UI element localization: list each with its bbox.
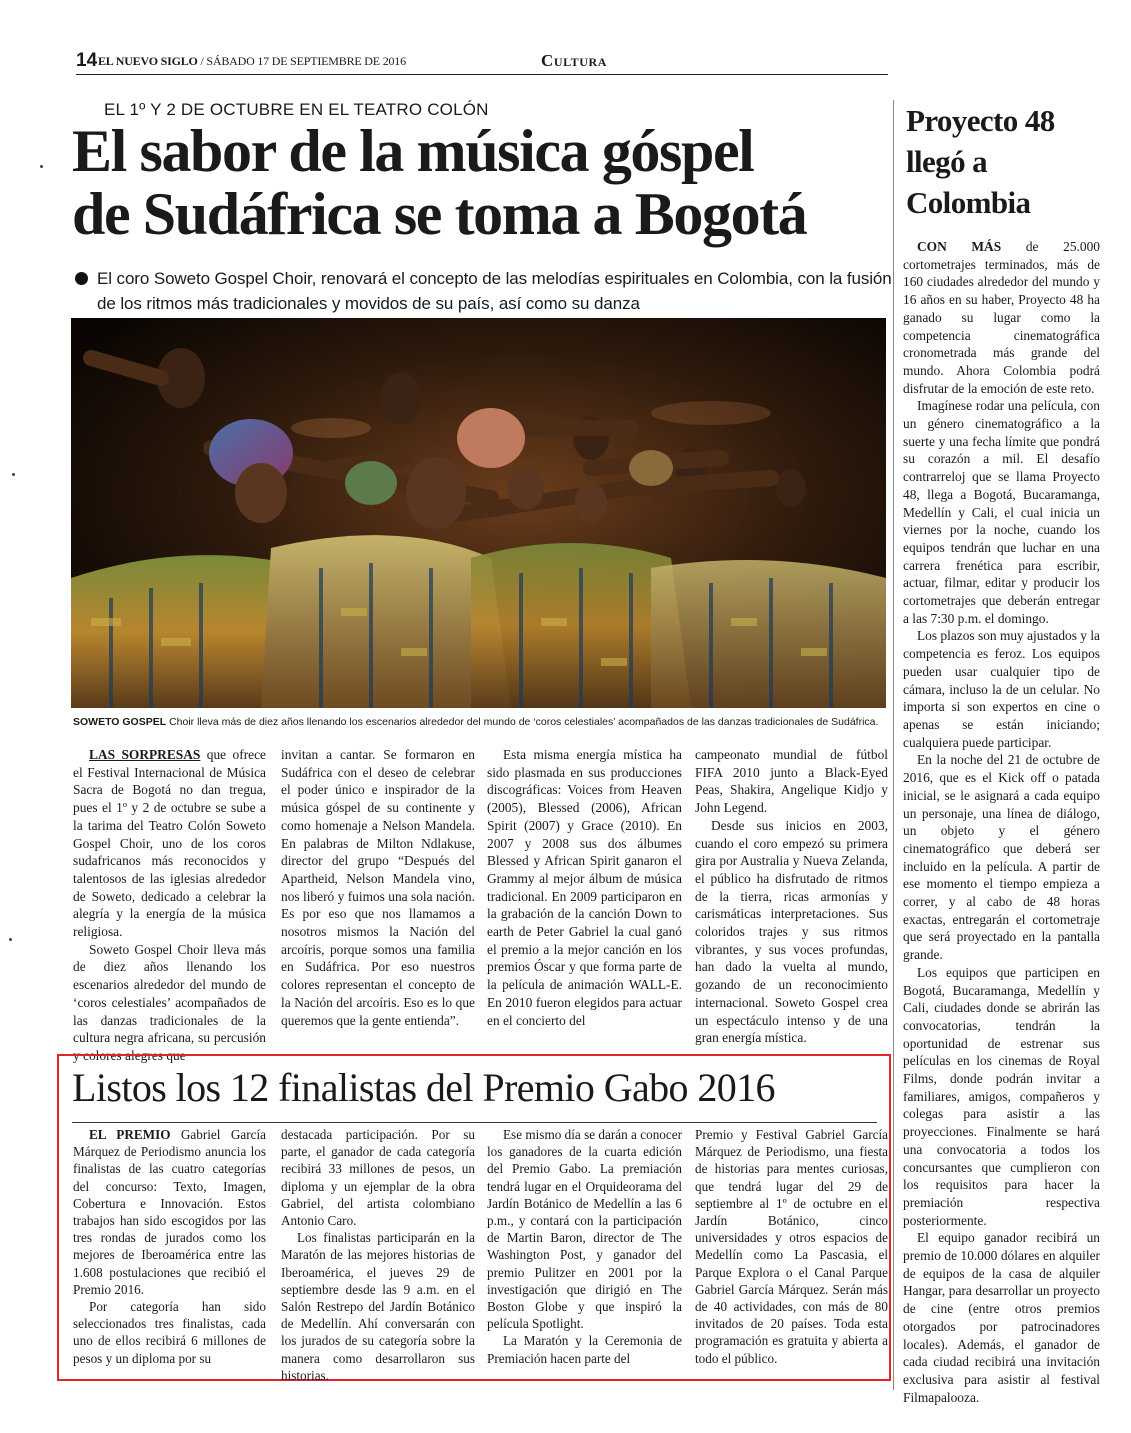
story-paragraph: campeonato mundial de fútbol FIFA 2010 junto a Black-Eyed Peas, Shakira, Angelique Kidjo y John Legend. [695,747,888,816]
boxed-column-1 [73,1126,266,1367]
sidebar-paragraph: Los equipos que participen en Bogotá, Bucaramanga, Medellín y Cali, ciudades donde se abrirán las convocatorias, tendrán la oportunidad de estrenar sus películas en los cinemas de Royal Films, donde podrán invitar a familiares, amigos, compañeros y colegas para asistir a las proyecciones. Finalmente se hará una convocatoria a todos los concursantes que cumplieron con los requisitos para hacer la premiación respectiva posteriormente. [903,964,1100,1228]
sidebar-paragraph: El equipo ganador recibirá un premio de 10.000 dólares en alquiler de equipos de la casa de alquiler Hangar, para desarrollar un proyecto de cine (entre otros premios otorgados por patrocinadores locales). Además, el ganador de cada ciudad recibirá una invitación exclusiva para asistir al festival Filmapalooza. [903,1230,1100,1405]
headline-line-2: de Sudáfrica se toma a Bogotá [72,181,807,247]
lead-bullet-icon [75,272,88,285]
story-text: que ofrece el Festival Internacional de Música Sacra de Bogotá no dan tregua, pues el 1º y 2 de octubre se sube a la tarima del Teatro Colón Soweto Gospel Choir, uno de los coros sudafricanos más reconocidos y talentosos de las iglesias alrededor de Soweto, dedicado a celebrar la alegría y la energía de la música religiosa. [73,747,266,940]
headline-line-1: El sabor de la música góspel [72,118,754,184]
boxed-paragraph: Ese mismo día se darán a conocer los ganadores de la cuarta edición del Premio Gabo. La premiación tendrá lugar en el Orquideorama del Jardín Botánico de Medellín a las 6 p.m., y contará con la participación de Martin Baron, director de The Washington Post, y ganador del premio Pulitzer en 2001 por la investigación que dirigió en The Boston Globe y que inspiró la película Spotlight. [487,1127,682,1332]
choir-performers-photo [71,318,886,708]
photo-illustration [71,318,886,708]
story-headline [72,120,902,246]
page-number: 14 [76,50,98,71]
sidebar-paragraph: Imagínese rodar una película, con un género cinematográfico a la suerte y una fecha límite que pondrá su corazón a mil. El desafío contrarreloj que se llama Proyecto 48, llega a Bogotá, Bucaramanga, Medellín y Cali, el cual inicia un viernes por la noche, cuando los equipos tendrán que luchar en una carrera frenética para escribir, actuar, filmar, editar y producir los cortometrajes que deberán entregar a las 7:30 p.m. el domingo. [903,398,1100,626]
sidebar-paragraph [903,238,1100,397]
caption-lead-in: SOWETO GOSPEL [73,716,167,728]
boxed-lead-in: EL PREMIO [89,1127,171,1142]
boxed-paragraph: Por categoría han sido seleccionados tres finalistas, cada uno de ellos recibirá 6 millones de pesos y un diploma por su [73,1299,266,1366]
section-name: Cultura [541,51,608,70]
story-paragraph [73,746,266,941]
boxed-story-rule [72,1122,877,1123]
sidebar-paragraph: En la noche del 21 de octubre de 2016, que es el Kick off o patada inicial, se le asignará a cada equipo un personaje, una línea de diálogo, un objeto y el género cinematográfico que deberá ser incluido en la película. A partir de ese momento el tiempo empieza a correr, y al cabo de 48 horas exactas, entregarán el cortometraje que será proyectado en la pantalla grande. [903,752,1100,963]
story-lead: El coro Soweto Gospel Choir, renovará el concepto de las melodías espirituales en Colombia, con la fusión de los ritmos más tradicionales y movidos de su país, así como su danza [97,269,892,313]
boxed-paragraph [73,1126,266,1298]
boxed-column-3 [487,1126,682,1367]
caption-text: Choir lleva más de diez años llenando los escenarios alrededor del mundo de ‘coros celestiales’ acompañados de las danzas tradicionales de Sudáfrica. [166,716,879,728]
boxed-story-headline: Listos los 12 finalistas del Premio Gabo 2016 [72,1065,775,1110]
photo-caption [73,715,885,729]
sidebar-headline: Proyecto 48 llegó a Colombia [906,103,1055,220]
boxed-text: Gabriel García Márquez de Periodismo anuncia los finalistas de las cuatro categorías del concurso: Texto, Imagen, Cobertura e Innovación. Estos trabajos han sido escogidos por las tres rondas de jurados como los mejores de Iberoamérica entre las 1.608 postulaciones que recibió el Premio 2016. [73,1127,267,1297]
story-column-3 [487,746,682,1029]
story-paragraph: Desde sus inicios en 2003, cuando el coro empezó su primera gira por Australia y Nueva Zelanda, el público ha disfrutado de ritmos de la tierra, ricas armonías y carismáticas interpretaciones. Sus coloridos trajes y sus ritmos vibrantes, y sus voces profundas, han dado la vuelta al mundo, gozando de un reconocimiento internacional. Soweto Gospel crea un espectáculo intenso y de una gran energía mística. [695,817,888,1046]
story-paragraph: Soweto Gospel Choir lleva más de diez años llenando los escenarios alrededor del mundo de ‘coros celestiales’ acompañados de las danzas tradicionales de la cultura negra africana, su percusión y colores alegres que [73,941,266,1063]
boxed-paragraph: La Maratón y la Ceremonia de Premiación hacen parte del [487,1333,682,1366]
story-paragraph: invitan a cantar. Se formaron en Sudáfrica con el deseo de celebrar el poder único e inspirador de la música góspel de su continente y como homenaje a Nelson Mandela. En palabras de Milton Ndlakuse, director del grupo “Después del Apartheid, Nelson Mandela vino, nos liberó y fuimos una sola nación. Es por eso que nos llamamos a nosotros mismos la Nación del arcoíris, porque somos una familia en Sudáfrica. Por eso nuestros colores representan el concepto de la Nación del arcoíris. Eso es lo que queremos que la gente entienda”. [281,747,475,1028]
story-paragraph: Esta misma energía mística ha sido plasmada en sus producciones discográficas: Voices from Heaven (2005), Blessed (2006), African Spirit (2007) y Grace (2010). En 2007 y 2008 sus dos álbumes Blessed y African Spirit ganaron el Grammy al mejor álbum de música tradicional. En 2009 participaron en la grabación de la canción Down to earth de Peter Gabriel la cual ganó el premio a la mejor canción en los premios Óscar y que forma parte de la película de animación WALL-E. En 2010 fueron elegidos para actuar en el concierto del [487,747,682,1028]
story-lead-in: LAS SORPRESAS [89,747,201,762]
scan-speck [9,938,12,941]
story-kicker: EL 1º Y 2 DE OCTUBRE EN EL TEATRO COLÓN [104,100,489,119]
paper-name: EL NUEVO SIGLO [98,54,198,68]
boxed-paragraph: Premio y Festival Gabriel García Márquez de Periodismo, una fiesta de historias para mentes curiosas, que tendrá lugar del 29 de septiembre al 1º de octubre en el Jardín Botánico, cinco universidades y otros espacios de Medellín como La Pascasia, el Parque Explora o el Canal Parque Gabriel García Márquez. Serán más de 40 actividades, con más de 80 invitados de 20 países. Toda esta programación es gratuita y abierta a todo el público. [695,1127,888,1366]
boxed-column-2 [281,1126,475,1384]
sidebar-column [903,238,1100,1406]
story-column-1 [73,746,266,1065]
story-column-2 [281,746,475,1029]
sidebar-paragraph: Los plazos son muy ajustados y la competencia es feroz. Los equipos pueden usar cualquier tipo de cámara, incluso la de un celular. No importa si son expertos en cine o apenas se están iniciando; cualquiera puede participar. [903,628,1100,750]
sidebar-divider [893,100,894,1390]
scan-speck [40,165,43,168]
header-date: / SÁBADO 17 DE SEPTIEMBRE DE 2016 [200,54,406,68]
page-header [76,48,888,75]
header-dateline [98,54,406,69]
boxed-paragraph: destacada participación. Por su parte, el ganador de cada categoría recibirá 33 millones de pesos, un diploma y un ejemplar de la obra Gabriel, del artista colombiano Antonio Caro. [281,1127,475,1229]
sidebar-text: de 25.000 cortometrajes terminados, más de 160 ciudades alrededor del mundo y 16 años en su haber, Proyecto 48 ha ganado su lugar como la competencia cinematográfica cronometrada más grande del mundo. Ahora Colombia podrá disfrutar de la emoción de este reto. [903,239,1100,396]
sidebar-lead-in: CON MÁS [917,239,1002,254]
scan-speck [12,473,15,476]
boxed-paragraph: Los finalistas participarán en la Maratón de las mejores historias de Iberoamérica, el jueves 29 de septiembre desde las 9 a.m. en el Salón Restrepo del Jardín Botánico de Medellín. Ahí conversarán con los jurados de su categoría sobre la manera como desarrollaron sus historias. [281,1230,475,1383]
boxed-column-4 [695,1126,888,1367]
story-column-4 [695,746,888,1047]
